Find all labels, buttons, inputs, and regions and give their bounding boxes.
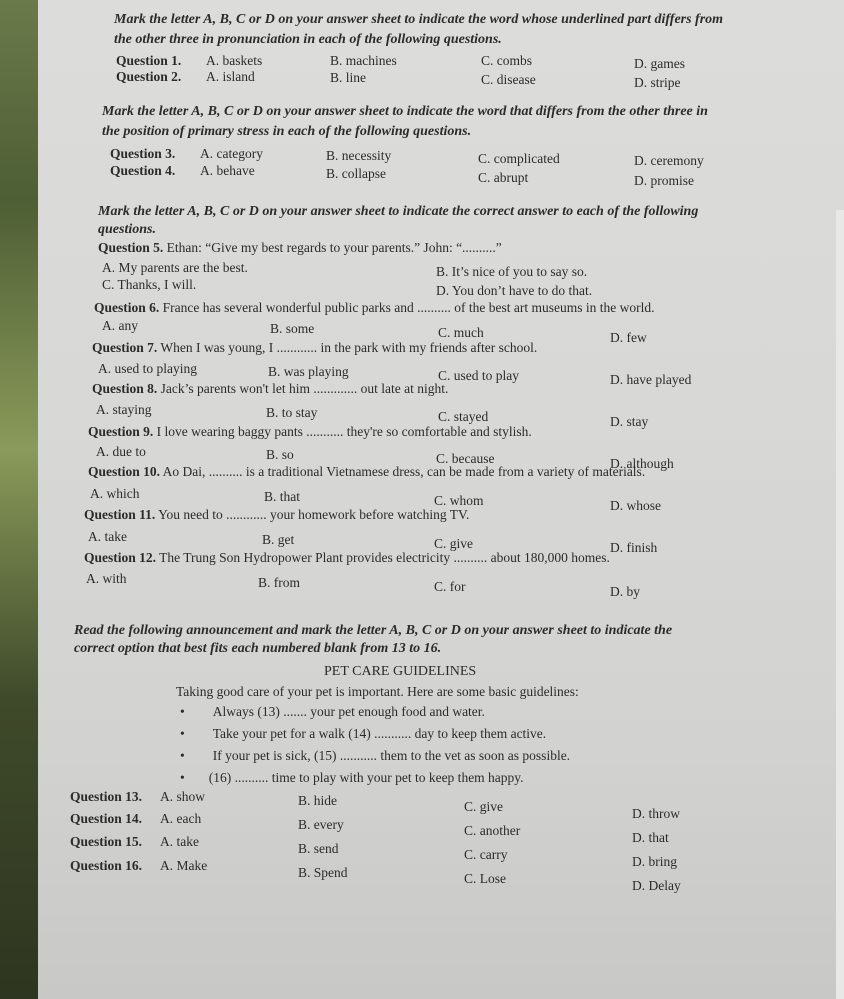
question-14-label: Question 14.	[70, 811, 143, 826]
question-16-option-a: A. Make	[160, 858, 208, 873]
question-2-option-a: A. island	[206, 69, 255, 84]
question-5-option-c: C. Thanks, I will.	[102, 277, 197, 292]
question-4-label: Question 4.	[110, 163, 176, 178]
question-9-option-a: A. due to	[96, 444, 146, 459]
question-2-option-c: C. disease	[481, 72, 536, 87]
question-5-label: Question 5.	[98, 240, 164, 255]
question-8	[92, 381, 448, 397]
question-8-option-c: C. stayed	[438, 409, 489, 424]
section-2-instruction: Mark the letter A, B, C or D on your answer sheet to indicate the word that differs from the other three in	[102, 104, 708, 119]
question-14-option-d: D. that	[632, 830, 669, 845]
question-7	[92, 340, 537, 356]
question-5-option-b: B. It’s nice of you to say so.	[436, 264, 588, 279]
announcement-intro: Taking good care of your pet is important. Here are some basic guidelines:	[176, 684, 579, 699]
section-2-instruction-cont: the position of primary stress in each of the following questions.	[102, 124, 472, 139]
question-7-stem: When I was young, I ............ in the park with my friends after school.	[160, 340, 538, 355]
question-15-label: Question 15.	[70, 834, 143, 849]
announcement-bullet-15	[180, 748, 570, 764]
question-10-option-c: C. whom	[434, 493, 484, 508]
question-10-label: Question 10.	[88, 464, 161, 479]
question-5-option-d: D. You don’t have to do that.	[436, 283, 593, 298]
question-12-option-a: A. with	[86, 571, 127, 586]
question-12-option-b: B. from	[258, 575, 300, 590]
question-6-label: Question 6.	[94, 300, 160, 315]
question-8-option-d: D. stay	[610, 414, 649, 429]
question-11-option-a: A. take	[88, 529, 127, 544]
question-13-option-d: D. throw	[632, 806, 680, 821]
announcement-bullet-13	[180, 704, 485, 720]
question-11-option-d: D. finish	[610, 540, 658, 555]
question-12-option-d: D. by	[610, 584, 640, 599]
section-1-instruction-cont: the other three in pronunciation in each of the following questions.	[114, 32, 502, 47]
background-left	[0, 0, 38, 999]
question-8-label: Question 8.	[92, 381, 158, 396]
question-9-option-c: C. because	[436, 451, 495, 466]
question-9-stem: I love wearing baggy pants ........... they're so comfortable and stylish.	[156, 424, 532, 439]
question-3-option-a: A. category	[200, 146, 263, 161]
question-10-stem: Ao Dai, .......... is a traditional Vietnamese dress, can be made from a variety of materials.	[162, 464, 646, 479]
question-5-stem: Ethan: “Give my best regards to your parents.” John: “..........”	[166, 240, 502, 255]
question-8-stem: Jack’s parents won't let him ............. out late at night.	[160, 381, 449, 396]
question-12-option-c: C. for	[434, 579, 466, 594]
bullet-icon: •	[180, 770, 185, 785]
question-5-option-a: A. My parents are the best.	[102, 260, 248, 275]
question-14-option-b: B. every	[298, 817, 344, 832]
bullet-text: Take your pet for a walk (14) ........... day to keep them active.	[212, 726, 547, 741]
page-edge	[836, 210, 844, 999]
question-1-option-a: A. baskets	[206, 53, 263, 68]
question-16-label: Question 16.	[70, 858, 143, 873]
question-5	[98, 240, 502, 256]
question-1-label: Question 1.	[116, 53, 182, 68]
question-11-stem: You need to ............ your homework before watching TV.	[158, 507, 470, 522]
question-11-label: Question 11.	[84, 507, 156, 522]
question-1-option-d: D. games	[634, 56, 685, 71]
question-4-option-c: C. abrupt	[478, 170, 529, 185]
question-16-option-b: B. Spend	[298, 865, 348, 880]
question-4-option-b: B. collapse	[326, 166, 386, 181]
question-9	[88, 424, 532, 440]
bullet-text: If your pet is sick, (15) ........... them to the vet as soon as possible.	[212, 748, 571, 763]
question-2-option-b: B. line	[330, 70, 366, 85]
question-15-option-c: C. carry	[464, 847, 508, 862]
question-7-option-d: D. have played	[610, 372, 692, 387]
question-7-option-b: B. was playing	[268, 364, 349, 379]
question-14-option-a: A. each	[160, 811, 202, 826]
section-3-instruction-cont: questions.	[98, 222, 156, 237]
question-13-option-a: A. show	[160, 789, 206, 804]
question-3-option-c: C. complicated	[478, 151, 560, 166]
announcement-bullet-16	[180, 770, 524, 786]
question-6-option-c: C. much	[438, 325, 484, 340]
question-16-option-d: D. Delay	[632, 878, 681, 893]
question-11-option-b: B. get	[262, 532, 295, 547]
question-8-option-b: B. to stay	[266, 405, 318, 420]
section-3-instruction: Mark the letter A, B, C or D on your answer sheet to indicate the correct answer to each of the following	[98, 204, 699, 219]
question-8-option-a: A. staying	[96, 402, 152, 417]
bullet-icon: •	[180, 748, 185, 763]
question-6-option-a: A. any	[102, 318, 138, 333]
question-6	[94, 300, 655, 316]
question-13-option-c: C. give	[464, 799, 503, 814]
question-12	[84, 550, 610, 566]
bullet-text: (16) .......... time to play with your pet to keep them happy.	[208, 770, 524, 785]
question-1-option-b: B. machines	[330, 53, 397, 68]
question-4-option-a: A. behave	[200, 163, 255, 178]
worksheet-page	[38, 0, 844, 999]
question-2-label: Question 2.	[116, 69, 182, 84]
bullet-text: Always (13) ....... your pet enough food and water.	[212, 704, 485, 719]
question-15-option-b: B. send	[298, 841, 339, 856]
question-1-option-c: C. combs	[481, 53, 533, 68]
question-11-option-c: C. give	[434, 536, 473, 551]
question-10-option-b: B. that	[264, 489, 300, 504]
question-6-option-d: D. few	[610, 330, 647, 345]
question-10	[88, 464, 645, 480]
question-7-option-a: A. used to playing	[98, 361, 197, 376]
question-7-option-c: C. used to play	[438, 368, 519, 383]
question-3-option-b: B. necessity	[326, 148, 392, 163]
question-2-option-d: D. stripe	[634, 75, 681, 90]
question-11	[84, 507, 469, 523]
question-12-stem: The Trung Son Hydropower Plant provides electricity .......... about 180,000 homes.	[159, 550, 610, 565]
announcement-title: PET CARE GUIDELINES	[324, 664, 477, 679]
question-13-label: Question 13.	[70, 789, 143, 804]
question-13-option-b: B. hide	[298, 793, 337, 808]
question-9-option-d: D. although	[610, 456, 674, 471]
question-15-option-d: D. bring	[632, 854, 677, 869]
section-4-instruction: Read the following announcement and mark the letter A, B, C or D on your answer sheet to indicate the	[74, 623, 673, 638]
announcement-bullet-14	[180, 726, 546, 742]
section-1-instruction: Mark the letter A, B, C or D on your answer sheet to indicate the word whose underlined part differs from	[114, 12, 724, 27]
section-4-instruction-cont: correct option that best fits each numbered blank from 13 to 16.	[74, 641, 442, 656]
question-6-stem: France has several wonderful public parks and .......... of the best art museums in the world.	[162, 300, 655, 315]
question-9-label: Question 9.	[88, 424, 154, 439]
question-16-option-c: C. Lose	[464, 871, 506, 886]
question-14-option-c: C. another	[464, 823, 521, 838]
question-10-option-a: A. which	[90, 486, 140, 501]
question-10-option-d: D. whose	[610, 498, 661, 513]
bullet-icon: •	[180, 726, 185, 741]
question-3-option-d: D. ceremony	[634, 153, 704, 168]
question-3-label: Question 3.	[110, 146, 176, 161]
question-6-option-b: B. some	[270, 321, 315, 336]
question-15-option-a: A. take	[160, 834, 199, 849]
question-4-option-d: D. promise	[634, 173, 694, 188]
question-12-label: Question 12.	[84, 550, 157, 565]
bullet-icon: •	[180, 704, 185, 719]
question-9-option-b: B. so	[266, 447, 294, 462]
question-7-label: Question 7.	[92, 340, 158, 355]
